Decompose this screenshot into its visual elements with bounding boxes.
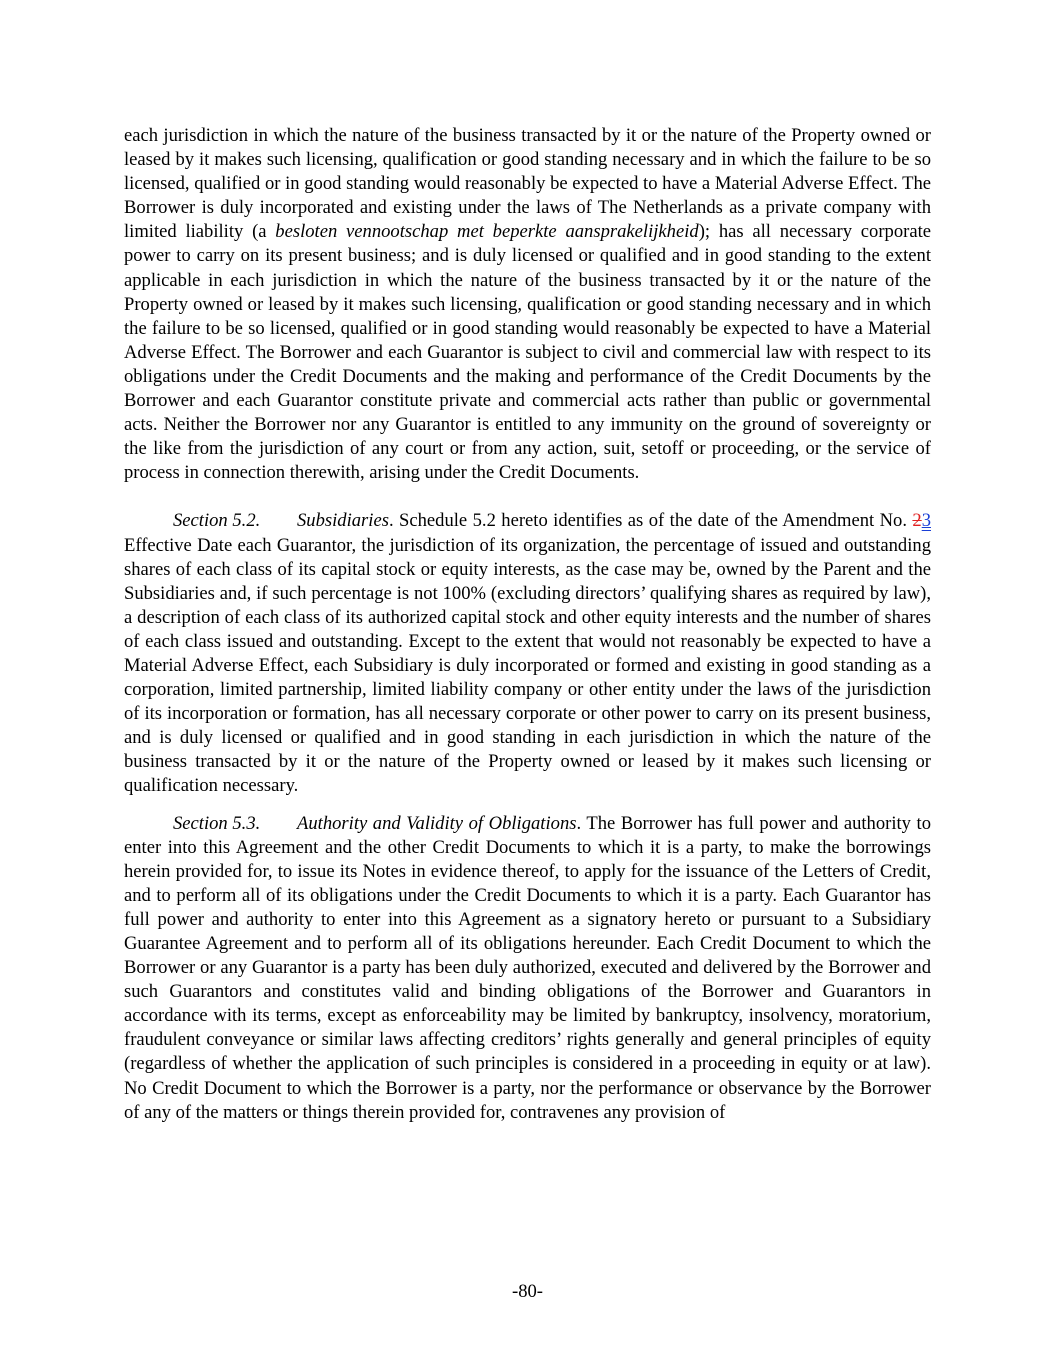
section-text: . Schedule 5.2 hereto identifies as of the date of the Amendment No.	[388, 510, 913, 532]
section-title: Subsidiaries	[297, 510, 389, 532]
page-number: -80-	[512, 1281, 543, 1302]
section-text: . The Borrower has full power and authority to enter into this Agreement and the other Credit Documents to which it is a party, to make the borrowings herein provided for, to issue its Notes in evidence thereof, to apply for the issuance of the Letters of Credit, and to perform all of its obligations under the Credit Documents to which it is a party. Each Guarantor has full power and authority to enter into this Agreement as a signatory hereto or pursuant to a Subsidiary Guarantee Agreement and to perform all of its obligations hereunder. Each Credit Document to which the Borrower or any Guarantor is a party has been duly authorized, executed and delivered by the Borrower and such Guarantors and constitutes valid and binding obligations of the Borrower and Guarantors in accordance with its terms, except as enforceability may be limited by bankruptcy, insolvency, moratorium, fraudulent conveyance or similar laws affecting creditors’ rights generally and general principles of equity (regardless of whether the application of such principles is considered in a proceeding in equity or at law). No Credit Document to which the Borrower is a party, nor the performance or observance by the Borrower of any of the matters or things therein provided for, contravenes any provision of	[124, 812, 931, 1123]
section-number: Section 5.3.	[173, 812, 261, 834]
section-5-2	[124, 509, 931, 798]
section-number: Section 5.2.	[173, 510, 261, 532]
section-title: Authority and Validity of Obligations	[297, 812, 577, 834]
paragraph-continuation	[124, 124, 931, 485]
section-5-3	[124, 812, 931, 1125]
paragraph-text: ); has all necessary corporate power to carry on its present business; and is duly licensed or qualified and in good standing to the extent applicable in each jurisdiction in which the nature of the business transacted by it or the nature of the Property owned or leased by it makes such licensing, qualification or good standing necessary and in which the failure to be so licensed, qualified or in good standing would reasonably be expected to have a Material Adverse Effect. The Borrower and each Guarantor is subject to civil and commercial law with respect to its obligations under the Credit Documents and the making and performance of the Credit Documents by the Borrower and each Guarantor constitute private and commercial acts rather than public or governmental acts. Neither the Borrower nor any Guarantor is entitled to any immunity on the ground of sovereignty or the like from the jurisdiction of any court or from any action, suit, setoff or proceeding, or the service of process in connection therewith, arising under the Credit Documents.	[124, 221, 931, 484]
dutch-legal-term: besloten vennootschap met beperkte aansprakelijkheid	[275, 221, 699, 243]
document-page	[124, 124, 931, 1125]
deleted-revision: 2	[912, 510, 922, 532]
section-text: Effective Date each Guarantor, the jurisdiction of its organization, the percentage of issued and outstanding shares of each class of its capital stock or equity interests, as the case may be, owned by the Parent and the Subsidiaries and, if such percentage is not 100% (excluding directors’ qualifying shares as required by law), a description of each class of its authorized capital stock and other equity interests and the number of shares of each class issued and outstanding. Except to the extent that would not reasonably be expected to have a Material Adverse Effect, each Subsidiary is duly incorporated or formed and existing in good standing as a corporation, limited partnership, limited liability company or other entity under the laws of the jurisdiction of its incorporation or formation, has all necessary corporate or other power to carry on its present business, and is duly licensed or qualified and in good standing in each jurisdiction in which the nature of the business transacted by it or the nature of the Property owned or leased by it makes such licensing or qualification necessary.	[124, 534, 931, 797]
paragraph-text: each jurisdiction in which the nature of the business transacted by it or the nature of the Property owned or leased by it makes such licensing, qualification or good standing necessary and in which the failure to be so licensed, qualified or in good standing would reasonably be expected to have a Material Adverse Effect. The Borrower is duly incorporated and existing under the laws of The Netherlands as a private company with limited liability (a	[124, 125, 931, 243]
inserted-revision: 3	[921, 510, 931, 532]
